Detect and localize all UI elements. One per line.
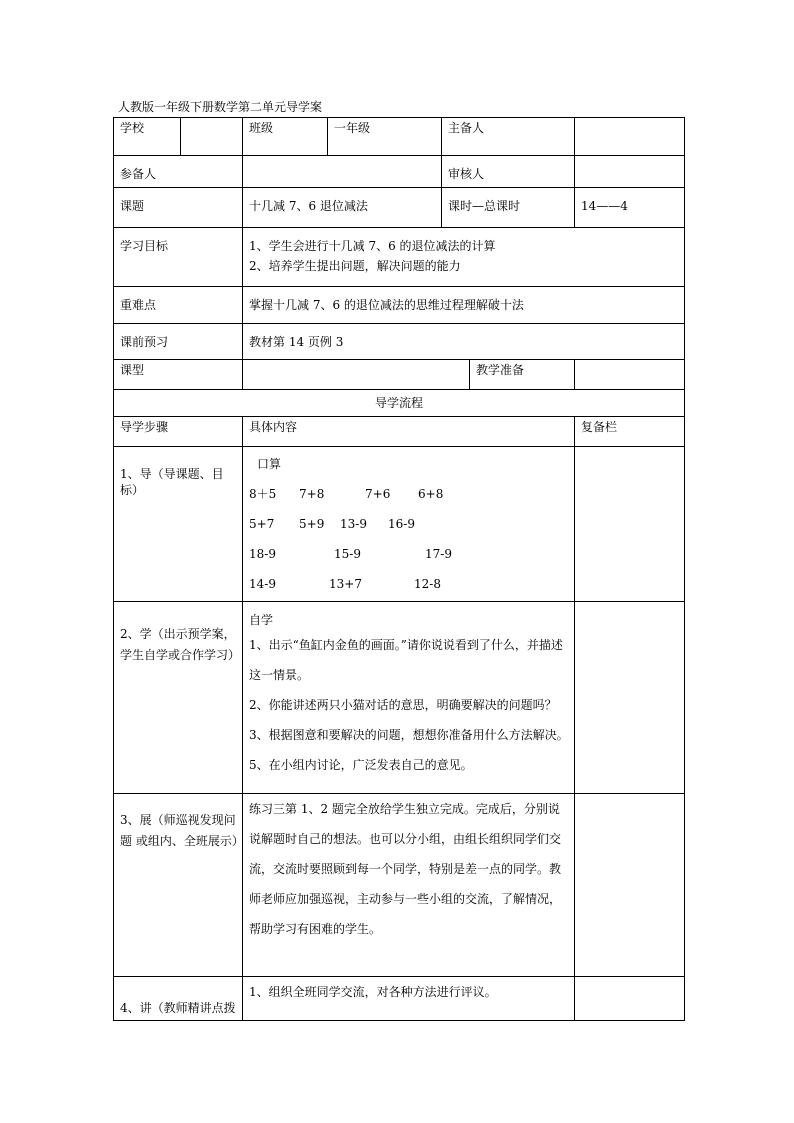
goal-item: 2、培养学生提出问题，解决问题的能力	[249, 259, 461, 273]
process-title: 导学流程	[114, 390, 685, 417]
display-text: 练习三第 1、2 题完全放给学生独立完成。完成后，分别说说解题时自己的想法。也可以分小组，由组长组织同学们交流，交流时要照顾到每一个同学，特别是差一点的同学。教师老师应加强巡视，主动参与一些小组的交流，了解情况，帮助学习有困难的学生。	[249, 802, 562, 936]
goals-label: 学习目标	[114, 228, 243, 287]
period-label: 课时—总课时	[442, 188, 575, 228]
row-participants	[114, 156, 685, 188]
step-name-text: 4、讲（教师精讲点拨	[120, 1001, 236, 1015]
step-review	[575, 794, 685, 977]
step-content	[243, 977, 575, 1021]
calc-item: 14-9	[249, 577, 276, 591]
prep-value	[575, 360, 685, 390]
school-value	[181, 118, 243, 156]
row-type	[114, 360, 685, 390]
reviewer-value	[575, 156, 685, 188]
calc-item: 7+6	[365, 487, 391, 501]
calc-row	[249, 486, 574, 502]
preview-value: 教材第 14 页例 3	[243, 324, 685, 360]
type-label: 课型	[114, 360, 243, 390]
document-title: 人教版一年级下册数学第二单元导学案	[118, 100, 323, 114]
step-name	[114, 977, 243, 1021]
step-row-1	[114, 447, 685, 602]
calc-item: 8＋5	[249, 487, 277, 501]
calc-item: 17-9	[425, 547, 452, 561]
period-value: 14——4	[575, 188, 685, 228]
topic-label: 课题	[114, 188, 243, 228]
self-study-item: 1、出示“鱼缸内金鱼的画面。”请你说说看到了什么，并描述这一情景。	[249, 638, 563, 682]
calc-item: 6+8	[418, 487, 444, 501]
prep-label: 教学准备	[470, 360, 575, 390]
class-value: 一年级	[328, 118, 442, 156]
calc-item: 18-9	[249, 547, 276, 561]
col-content-header: 具体内容	[243, 417, 575, 447]
step-review	[575, 977, 685, 1021]
calc-row	[249, 576, 574, 592]
col-review-header: 复备栏	[575, 417, 685, 447]
step-review	[575, 602, 685, 794]
goals-content	[243, 228, 685, 287]
calc-item: 13+7	[329, 577, 362, 591]
calc-item: 13-9	[340, 517, 367, 531]
self-study-item: 3、根据图意和要解决的问题，想想你准备用什么方法解决。	[249, 728, 569, 742]
step-review	[575, 447, 685, 602]
self-study-item: 2、你能讲述两只小猫对话的意思，明确要解决的问题吗？	[249, 698, 557, 712]
row-preview	[114, 324, 685, 360]
topic-value: 十几减 7、6 退位减法	[243, 188, 442, 228]
calc-item: 15-9	[334, 547, 361, 561]
goal-item: 1、学生会进行十几减 7、6 的退位减法的计算	[249, 239, 496, 253]
step-content	[243, 602, 575, 794]
calc-item: 5+9	[299, 517, 325, 531]
row-topic	[114, 188, 685, 228]
row-key	[114, 287, 685, 324]
calc-item: 16-9	[388, 517, 415, 531]
step-row-3	[114, 794, 685, 977]
type-value	[243, 360, 470, 390]
calc-item: 12-8	[414, 577, 441, 591]
row-process-title	[114, 390, 685, 417]
step-content	[243, 447, 575, 602]
step-content	[243, 794, 575, 977]
participants-value	[243, 156, 442, 188]
calc-item: 7+8	[299, 487, 325, 501]
calc-title: 口算	[257, 457, 282, 471]
calc-item: 5+7	[249, 517, 275, 531]
calc-row	[249, 516, 574, 532]
reviewer-label: 审核人	[442, 156, 575, 188]
key-value: 掌握十几减 7、6 的退位减法的思维过程理解破十法	[243, 287, 685, 324]
self-study-item: 5、在小组内讨论，广泛发表自己的意见。	[249, 758, 473, 772]
step-row-2	[114, 602, 685, 794]
col-step-header: 导学步骤	[114, 417, 243, 447]
self-study-list	[249, 630, 574, 780]
step-row-4	[114, 977, 685, 1021]
self-study-title: 自学	[249, 613, 274, 627]
preparer-label: 主备人	[442, 118, 575, 156]
preparer-value	[575, 118, 685, 156]
calc-row	[249, 546, 574, 562]
step-name: 3、展（师巡视发现问题 或组内、全班展示）	[114, 794, 243, 977]
lecture-item: 1、组织全班同学交流，对各种方法进行评议。	[249, 985, 497, 999]
preview-label: 课前预习	[114, 324, 243, 360]
row-goals	[114, 228, 685, 287]
participants-label: 参备人	[114, 156, 243, 188]
step-name: 1、导（导课题、目标）	[114, 447, 243, 602]
row-school	[114, 118, 685, 156]
class-label: 班级	[243, 118, 328, 156]
lesson-plan-table	[113, 117, 685, 1021]
step-name: 2、学（出示预学案，学生自学或合作学习）	[114, 602, 243, 794]
key-label: 重难点	[114, 287, 243, 324]
school-label: 学校	[114, 118, 181, 156]
row-process-header	[114, 417, 685, 447]
